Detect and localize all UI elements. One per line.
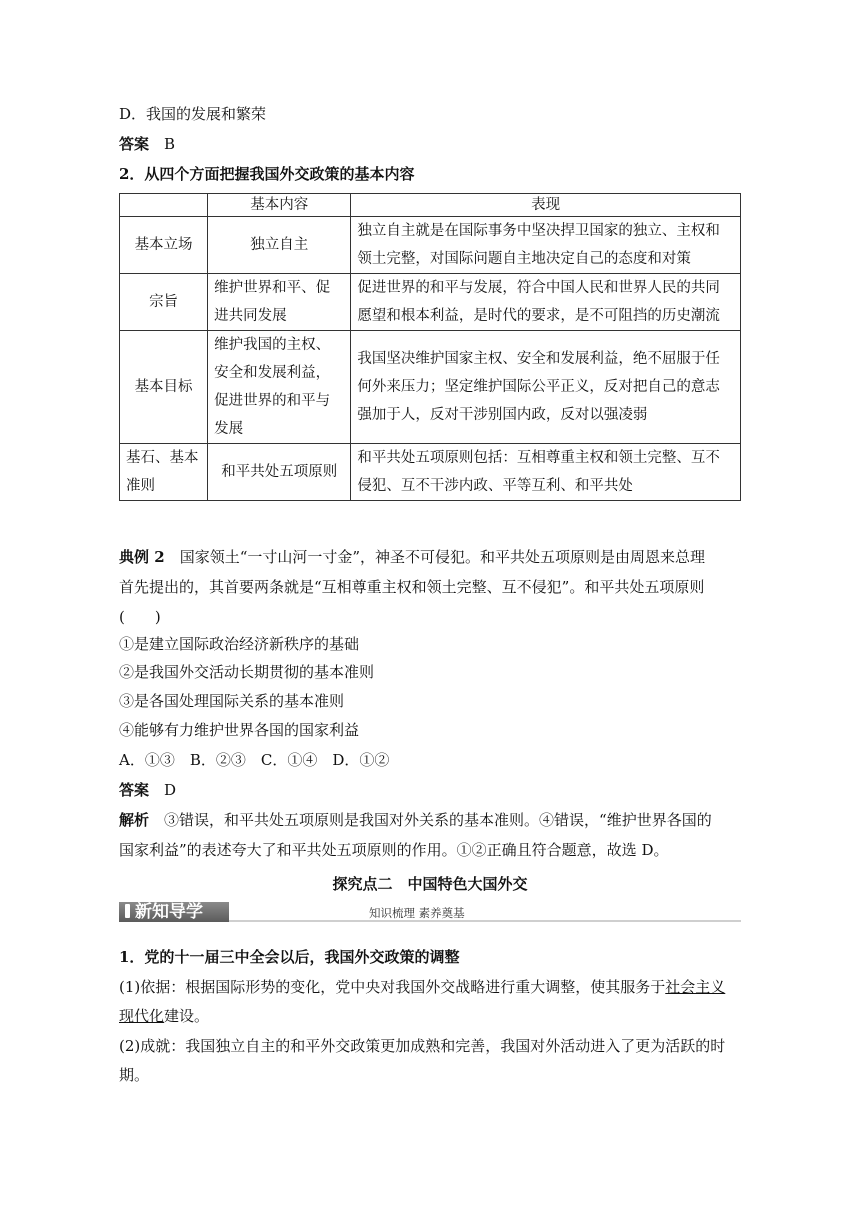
answer-value: D <box>164 781 177 799</box>
example-stem-line <box>119 547 705 567</box>
section-title: 探究点二 中国特色大国外交 <box>332 875 528 893</box>
banner-subtitle: 知识梳理 素养奠基 <box>369 906 465 920</box>
row-content-cell <box>208 217 351 274</box>
example-item: ①是建立国际政治经济新秩序的基础 <box>119 635 360 653</box>
basis-line <box>119 977 725 997</box>
basis-text: (1)依据：根据国际形势的变化，党中央对我国外交战略进行重大调整，使其服务于 <box>119 978 666 996</box>
cell-line: 维护世界和平、促 <box>214 280 331 296</box>
row-label-cell <box>120 274 208 331</box>
table-header-cell: 基本内容 <box>208 194 351 217</box>
achievement-line: 期。 <box>119 1066 150 1084</box>
example-item: ②是我国外交活动长期贯彻的基本准则 <box>119 663 375 681</box>
example-stem-line: 首先提出的，其首要两条就是“互相尊重主权和领土完整、互不侵犯”。和平共处五项原则 <box>119 578 705 596</box>
example-choices: A．①③ B．②③ C．①④ D．①② <box>119 751 390 769</box>
answer-line-1 <box>119 134 175 154</box>
analysis-text: 国家利益”的表述夸大了和平共处五项原则的作用。①②正确且符合题意，故选 D。 <box>119 841 669 859</box>
answer-label: 答案 <box>119 135 150 153</box>
section-banner <box>119 902 741 928</box>
cell-line: 和平共处五项原则包括：互相尊重主权和领土完整、互不 <box>357 450 720 466</box>
cell-line: 和平共处五项原则 <box>221 464 338 480</box>
analysis-label: 解析 <box>119 811 150 829</box>
analysis-text: ③错误，和平共处五项原则是我国对外关系的基本准则。④错误，“维护世界各国的 <box>164 811 712 829</box>
point2-heading: 2．从四个方面把握我国外交政策的基本内容 <box>119 165 415 183</box>
cell-line: 侵犯、互不干涉内政、平等互利、和平共处 <box>357 478 633 494</box>
cell-line: 愿望和根本利益，是时代的要求，是不可阻挡的历史潮流 <box>357 308 720 324</box>
banner-block <box>119 902 229 922</box>
row-content-cell <box>208 274 351 331</box>
cell-line: 进共同发展 <box>214 308 287 324</box>
example-item: ③是各国处理国际关系的基本准则 <box>119 692 345 710</box>
row-detail-cell <box>351 444 741 501</box>
row-content-cell <box>208 331 351 444</box>
table-row <box>120 217 741 274</box>
answer-bracket: ( ) <box>119 608 161 626</box>
row-content-cell <box>208 444 351 501</box>
cell-line: 安全和发展利益， <box>214 365 331 381</box>
basis-line <box>119 1006 209 1026</box>
answer-value: B <box>164 135 176 153</box>
row-detail-cell <box>351 274 741 331</box>
table-header-cell: 表现 <box>351 194 741 217</box>
cell-line: 强加于人，反对干涉别国内政，反对以强凌弱 <box>357 407 648 423</box>
option-d-text: D．我国的发展和繁荣 <box>119 105 267 123</box>
bookmark-icon <box>125 904 130 918</box>
achievement-line: (2)成就：我国独立自主的和平外交政策更加成熟和完善，我国对外活动进入了更为活跃的时 <box>119 1037 726 1055</box>
cell-line: 维护我国的主权、 <box>214 337 331 353</box>
cell-line: 何外来压力；坚定维护国际公平正义，反对把自己的意志 <box>357 379 720 395</box>
example-item: ④能够有力维护世界各国的国家利益 <box>119 721 360 739</box>
example-label: 典例 2 <box>119 548 165 566</box>
cell-line: 我国坚决维护国家主权、安全和发展利益，绝不屈服于任 <box>357 351 720 367</box>
underlined-term: 现代化 <box>119 1007 165 1025</box>
cell-line: 独立自主就是在国际事务中坚决捍卫国家的独立、主权和 <box>357 223 720 239</box>
content-heading: 1．党的十一届三中全会以后，我国外交政策的调整 <box>119 948 460 966</box>
table-row <box>120 331 741 444</box>
cell-line: 促进世界的和平与发展，符合中国人民和世界人民的共同 <box>357 280 720 296</box>
table-row <box>120 444 741 501</box>
table-header-row <box>120 194 741 217</box>
analysis-line <box>119 810 712 830</box>
table-row <box>120 274 741 331</box>
cell-line: 促进世界的和平与 <box>214 393 331 409</box>
cell-line: 准则 <box>126 478 155 494</box>
cell-line: 基本立场 <box>134 237 193 253</box>
row-label-cell <box>120 217 208 274</box>
basis-text: 建设。 <box>164 1007 210 1025</box>
row-detail-cell <box>351 331 741 444</box>
cell-line: 宗旨 <box>149 294 179 310</box>
cell-line: 基石、基本 <box>126 450 199 466</box>
example-stem-text: 国家领土“一寸山河一寸金”，神圣不可侵犯。和平共处五项原则是由周恩来总理 <box>179 548 706 566</box>
row-label-cell <box>120 331 208 444</box>
row-label-cell <box>120 444 208 501</box>
banner-title: 新知导学 <box>135 902 203 922</box>
cell-line: 基本目标 <box>134 379 193 395</box>
underlined-term: 社会主义 <box>665 978 726 996</box>
cell-line: 独立自主 <box>250 237 309 253</box>
cell-line: 领土完整，对国际问题自主地决定自己的态度和对策 <box>357 251 691 267</box>
answer-label: 答案 <box>119 781 150 799</box>
cell-line: 发展 <box>214 421 244 437</box>
answer-line-2 <box>119 780 176 800</box>
row-detail-cell <box>351 217 741 274</box>
foreign-policy-table <box>119 193 741 501</box>
table-header-cell <box>120 194 208 217</box>
